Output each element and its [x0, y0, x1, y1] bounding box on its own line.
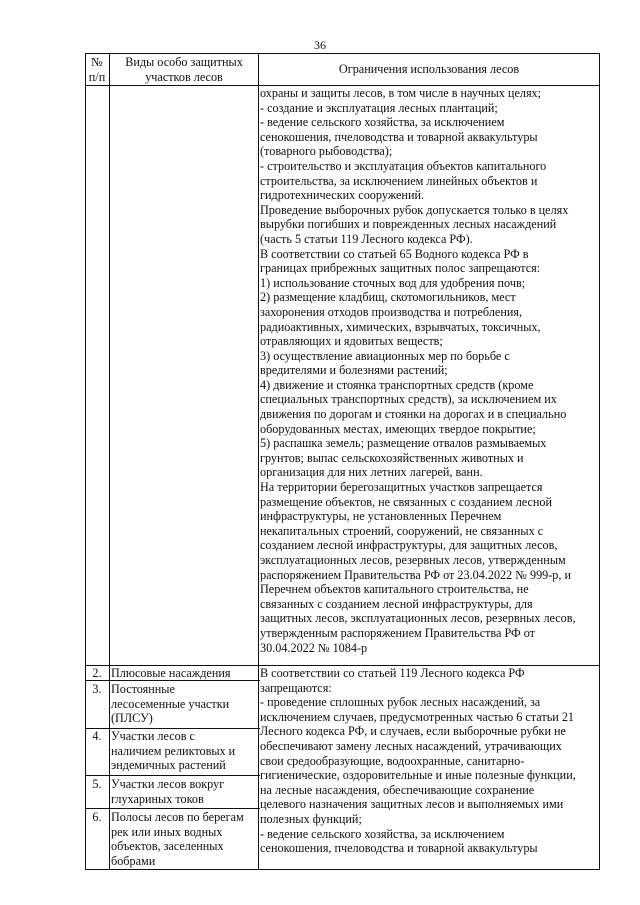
restriction-line: радиоактивных, химических, взрывчатых, токсичных, — [260, 319, 541, 334]
row3-name-line: Постоянные — [111, 682, 175, 696]
restriction-line: утвержденным распоряжением Правительства РФ от — [260, 625, 535, 640]
row6-name-line: рек или иных водных — [111, 824, 223, 839]
row3-num: 3. — [92, 682, 102, 696]
restriction-line: - ведение сельского хозяйства, за исключением — [260, 826, 505, 841]
restriction-line: (товарного рыбоводства); — [260, 144, 393, 159]
restriction-line: строительства, за исключением линейных объектов и — [260, 173, 538, 188]
restriction-line: 5) распашка земель; размещение отвалов размываемых — [260, 436, 547, 451]
restriction-line: 30.04.2022 № 1084-р — [260, 640, 368, 655]
restriction-line: охраны и защиты лесов, в том числе в научных целях; — [260, 86, 542, 100]
row6-name — [111, 810, 257, 868]
restriction-line: созданием лесной инфраструктуры, для защитных лесов, — [260, 538, 558, 553]
restriction-line: грунтов; выпас сельскохозяйственных животных и — [260, 450, 524, 465]
restriction-line: обеспечивают замену лесных насаждений, утрачивающих — [260, 738, 562, 753]
restriction-line: отравляющих и ядовитых веществ; — [260, 334, 443, 349]
restriction-line: гидротехнических сооружений. — [260, 188, 425, 203]
page-number: 36 — [314, 38, 326, 52]
header-zone-type-line2: участков лесов — [145, 69, 223, 84]
header-zone-type — [111, 55, 257, 84]
restriction-line: сенокошения, пчеловодства и товарной аквакультуры — [260, 129, 538, 144]
row2-name — [111, 666, 257, 681]
row6-name-line: Полосы лесов по берегам — [111, 810, 244, 824]
row5-name — [111, 777, 257, 806]
restriction-line: некапитальных строений, сооружений, не связанных с — [260, 523, 544, 538]
restriction-line: Проведение выборочных рубок допускается только в целях — [260, 202, 569, 217]
restriction-line: 3) осуществление авиационных мер по борьбе с — [260, 348, 510, 363]
restriction-line: распоряжением Правительства РФ от 23.04.2022 № 999-р, и — [260, 567, 572, 582]
restriction-line: запрещаются: — [260, 680, 332, 695]
restriction-line: (часть 5 статьи 119 Лесного кодекса РФ). — [260, 231, 473, 246]
restriction-line: В соответствии со статьей 119 Лесного кодекса РФ — [260, 666, 525, 680]
header-num-line2: п/п — [88, 69, 106, 84]
row4-name-line: Участки лесов с — [111, 729, 195, 743]
row6-name-line: объектов, заселенных — [111, 839, 224, 854]
restriction-line: эксплуатационных лесов, резервных лесов, утвержденным — [260, 553, 566, 567]
restriction-line: На территории берегозащитных участков запрещается — [260, 480, 543, 495]
restriction-line: Перечнем объектов капитального строительства, не — [260, 582, 529, 597]
restriction-line: вырубки погибших и поврежденных лесных насаждений — [260, 217, 557, 232]
restriction-line: на лесные насаждения, обеспечивающие сохранение — [260, 782, 535, 797]
row5-name-line: глухариных токов — [111, 791, 204, 806]
header-zone-type-line1: Виды особо защитных — [125, 55, 243, 69]
row4-name-line: эндемичных растений — [111, 758, 226, 773]
restriction-line: исключением случаев, предусмотренных частью 6 статьи 21 — [260, 709, 575, 724]
restriction-line: - создание и эксплуатация лесных плантаций; — [260, 100, 498, 115]
row5-name-line: Участки лесов вокруг — [111, 777, 225, 791]
restriction-line: специальных транспортных средств), за исключением их — [260, 392, 557, 407]
row3-name — [111, 682, 257, 726]
restriction-line: В соответствии со статьей 65 Водного кодекса РФ в — [260, 246, 529, 261]
row5-num: 5. — [92, 777, 102, 791]
header-num — [86, 55, 108, 84]
row3-name-line: лесосеменные участки — [111, 696, 230, 711]
restriction-line: целевого назначения защитных лесов и выполняемых ими — [260, 797, 564, 812]
restriction-line: размещение объектов, не связанных с созданием лесной — [260, 494, 553, 509]
row1-restrictions — [260, 86, 598, 655]
row6-name-line: бобрами — [111, 853, 156, 868]
restriction-line: захоронения отходов производства и потребления, — [260, 304, 523, 319]
restriction-line: Лесного кодекса РФ, и случаев, если выборочные рубки не — [260, 724, 566, 739]
row3-name-line: (ПЛСУ) — [111, 711, 153, 726]
restriction-line: оборудованных местах, имеющих твердое покрытие; — [260, 421, 536, 436]
restriction-line: движения по дорогам и стоянки на дорогах и в специально — [260, 407, 567, 422]
row6-num: 6. — [92, 810, 102, 824]
restriction-line: - ведение сельского хозяйства, за исключением — [260, 115, 505, 130]
row4-name — [111, 729, 257, 773]
restriction-line: - проведение сплошных рубок лесных насаждений, за — [260, 695, 541, 710]
row2-name-line: Плюсовые насаждения — [111, 666, 231, 680]
restriction-line: свои средообразующие, водоохранные, санитарно- — [260, 753, 525, 768]
restriction-line: инфраструктуры, не установленных Перечнем — [260, 509, 502, 524]
header-restrictions: Ограничения использования лесов — [338, 62, 520, 76]
restriction-line: 2) размещение кладбищ, скотомогильников, мест — [260, 290, 516, 305]
restriction-line: 1) использование сточных вод для удобрения почв; — [260, 275, 526, 290]
restriction-line: полезных функций; — [260, 811, 362, 826]
row4-name-line: наличием реликтовых и — [111, 743, 236, 758]
restriction-line: связанных с созданием лесной инфраструктуры, для — [260, 596, 533, 611]
rows2-6-restrictions — [260, 666, 598, 856]
row4-num: 4. — [92, 729, 102, 743]
restriction-line: 4) движение и стоянка транспортных средств (кроме — [260, 377, 534, 392]
restriction-line: защитных лесов, эксплуатационных лесов, резервных лесов, — [260, 611, 576, 626]
restriction-line: гигиенические, оздоровительные и иные полезные функции, — [260, 768, 576, 783]
restriction-line: границах прибрежных защитных полос запрещаются: — [260, 261, 541, 276]
restriction-line: вредителями и болезнями растений; — [260, 363, 448, 378]
header-num-line1: № — [91, 55, 103, 69]
restriction-line: сенокошения, пчеловодства и товарной аквакультуры — [260, 841, 538, 856]
restriction-line: организация для них летних лагерей, ванн. — [260, 465, 483, 480]
row2-num: 2. — [92, 666, 102, 680]
restriction-line: - строительство и эксплуатация объектов капитального — [260, 158, 547, 173]
